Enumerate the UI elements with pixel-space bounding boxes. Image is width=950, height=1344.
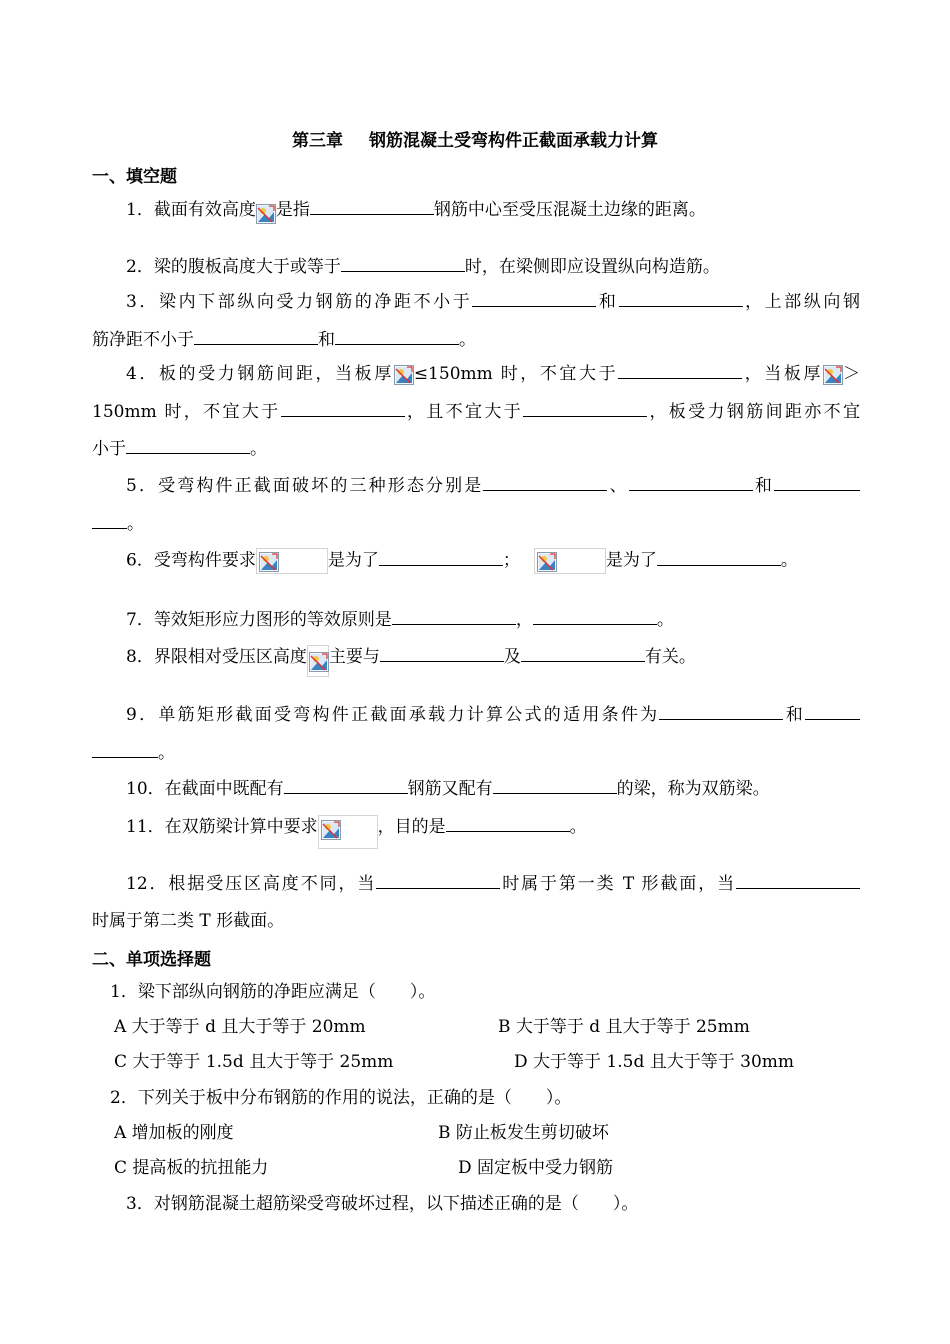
question-1: 1．截面有效高度 是指 钢筋中心至受压混凝土边缘的距离。 bbox=[92, 198, 860, 230]
broken-image-icon bbox=[537, 552, 557, 572]
blank[interactable] bbox=[472, 291, 596, 307]
blank[interactable] bbox=[310, 199, 434, 215]
question-4-line-3: 小于 。 bbox=[92, 439, 267, 459]
mc-1-option-a[interactable]: A 大于等于 d 且大于等于 20mm bbox=[114, 1017, 366, 1037]
blank[interactable] bbox=[659, 704, 783, 720]
question-9-line-1: 9．单筋矩形截面受弯构件正截面承载力计算公式的适用条件为 和 bbox=[92, 703, 860, 727]
blank[interactable] bbox=[805, 704, 860, 720]
mc-question-3: 3．对钢筋混凝土超筋梁受弯破坏过程，以下描述正确的是（ ）。 bbox=[126, 1194, 639, 1214]
mc-1-option-c[interactable]: C 大于等于 1.5d 且大于等于 25mm bbox=[114, 1052, 394, 1072]
question-5-line-2: 。 bbox=[92, 512, 860, 536]
mc-2-option-a[interactable]: A 增加板的刚度 bbox=[114, 1123, 234, 1143]
question-7: 7．等效矩形应力图形的等效原则是 ， 。 bbox=[126, 610, 674, 630]
blank[interactable] bbox=[92, 742, 158, 758]
formula-image bbox=[318, 815, 378, 849]
broken-image-icon bbox=[823, 365, 843, 385]
blank[interactable] bbox=[657, 550, 781, 566]
blank[interactable] bbox=[521, 646, 645, 662]
broken-image-icon bbox=[321, 820, 341, 840]
section-heading-multiple-choice: 二、单项选择题 bbox=[92, 950, 211, 970]
chapter-name: 钢筋混凝土受弯构件正截面承载力计算 bbox=[369, 131, 658, 151]
blank[interactable] bbox=[379, 550, 503, 566]
question-8: 8．界限相对受压区高度 主要与 及 有关。 bbox=[92, 645, 860, 677]
blank[interactable] bbox=[335, 329, 459, 345]
blank[interactable] bbox=[523, 401, 647, 417]
blank[interactable] bbox=[774, 475, 860, 491]
mc-question-1: 1．梁下部纵向钢筋的净距应满足（ ）。 bbox=[110, 982, 436, 1002]
section-heading-fill-blank: 一、填空题 bbox=[92, 167, 177, 187]
question-3-line-1: 3．梁内下部纵向受力钢筋的净距不小于 和 ，上部纵向钢 bbox=[126, 292, 861, 312]
blank[interactable] bbox=[618, 363, 742, 379]
mc-2-option-c[interactable]: C 提高板的抗扭能力 bbox=[114, 1158, 269, 1178]
question-12-line-2: 时属于第二类 T 形截面。 bbox=[92, 911, 285, 931]
question-10: 10．在截面中既配有 钢筋又配有 的梁，称为双筋梁。 bbox=[126, 779, 770, 799]
question-12-line-1: 12．根据受压区高度不同，当 时属于第一类 T 形截面，当 bbox=[92, 872, 860, 896]
blank[interactable] bbox=[493, 778, 617, 794]
broken-image-icon bbox=[256, 204, 276, 224]
formula-image bbox=[307, 645, 329, 677]
chapter-title bbox=[0, 126, 950, 151]
blank[interactable] bbox=[341, 256, 465, 272]
blank[interactable] bbox=[380, 646, 504, 662]
blank[interactable] bbox=[392, 609, 516, 625]
question-2: 2．梁的腹板高度大于或等于 时，在梁侧即应设置纵向构造筋。 bbox=[126, 257, 720, 277]
mc-1-option-d[interactable]: D 大于等于 1.5d 且大于等于 30mm bbox=[514, 1052, 795, 1072]
blank[interactable] bbox=[194, 329, 318, 345]
blank[interactable] bbox=[126, 438, 250, 454]
chapter-number: 第三章 bbox=[292, 131, 343, 151]
question-11: 11．在双筋梁计算中要求 ，目的是 。 bbox=[92, 815, 860, 849]
broken-image-icon bbox=[259, 552, 279, 572]
formula-image bbox=[256, 548, 328, 574]
blank[interactable] bbox=[619, 291, 743, 307]
blank[interactable] bbox=[533, 609, 657, 625]
question-5-line-1: 5．受弯构件正截面破坏的三种形态分别是 、 和 bbox=[92, 474, 860, 498]
blank[interactable] bbox=[629, 475, 753, 491]
broken-image-icon bbox=[394, 365, 414, 385]
blank[interactable] bbox=[281, 401, 405, 417]
blank[interactable] bbox=[736, 873, 860, 889]
blank[interactable] bbox=[446, 816, 570, 832]
mc-2-option-d[interactable]: D 固定板中受力钢筋 bbox=[458, 1158, 614, 1178]
question-6: 6．受弯构件要求 是为了 ； 是为了 。 bbox=[92, 548, 860, 574]
blank[interactable] bbox=[92, 513, 127, 529]
mc-1-option-b[interactable]: B 大于等于 d 且大于等于 25mm bbox=[498, 1017, 750, 1037]
question-4-line-2: 150mm 时，不宜大于 ，且不宜大于 ，板受力钢筋间距亦不宜 bbox=[92, 402, 861, 422]
mc-question-2: 2．下列关于板中分布钢筋的作用的说法，正确的是（ ）。 bbox=[110, 1088, 572, 1108]
question-9-line-2: 。 bbox=[92, 741, 860, 765]
formula-image bbox=[534, 548, 606, 574]
broken-image-icon bbox=[309, 652, 329, 672]
mc-2-option-b[interactable]: B 防止板发生剪切破坏 bbox=[438, 1123, 609, 1143]
question-4-line-1: 4．板的受力钢筋间距，当板厚 ≤150mm 时，不宜大于 ，当板厚 ＞ bbox=[126, 364, 860, 384]
question-3-line-2: 筋净距不小于 和 。 bbox=[92, 330, 476, 350]
blank[interactable] bbox=[284, 778, 408, 794]
blank[interactable] bbox=[376, 873, 500, 889]
blank[interactable] bbox=[483, 475, 607, 491]
